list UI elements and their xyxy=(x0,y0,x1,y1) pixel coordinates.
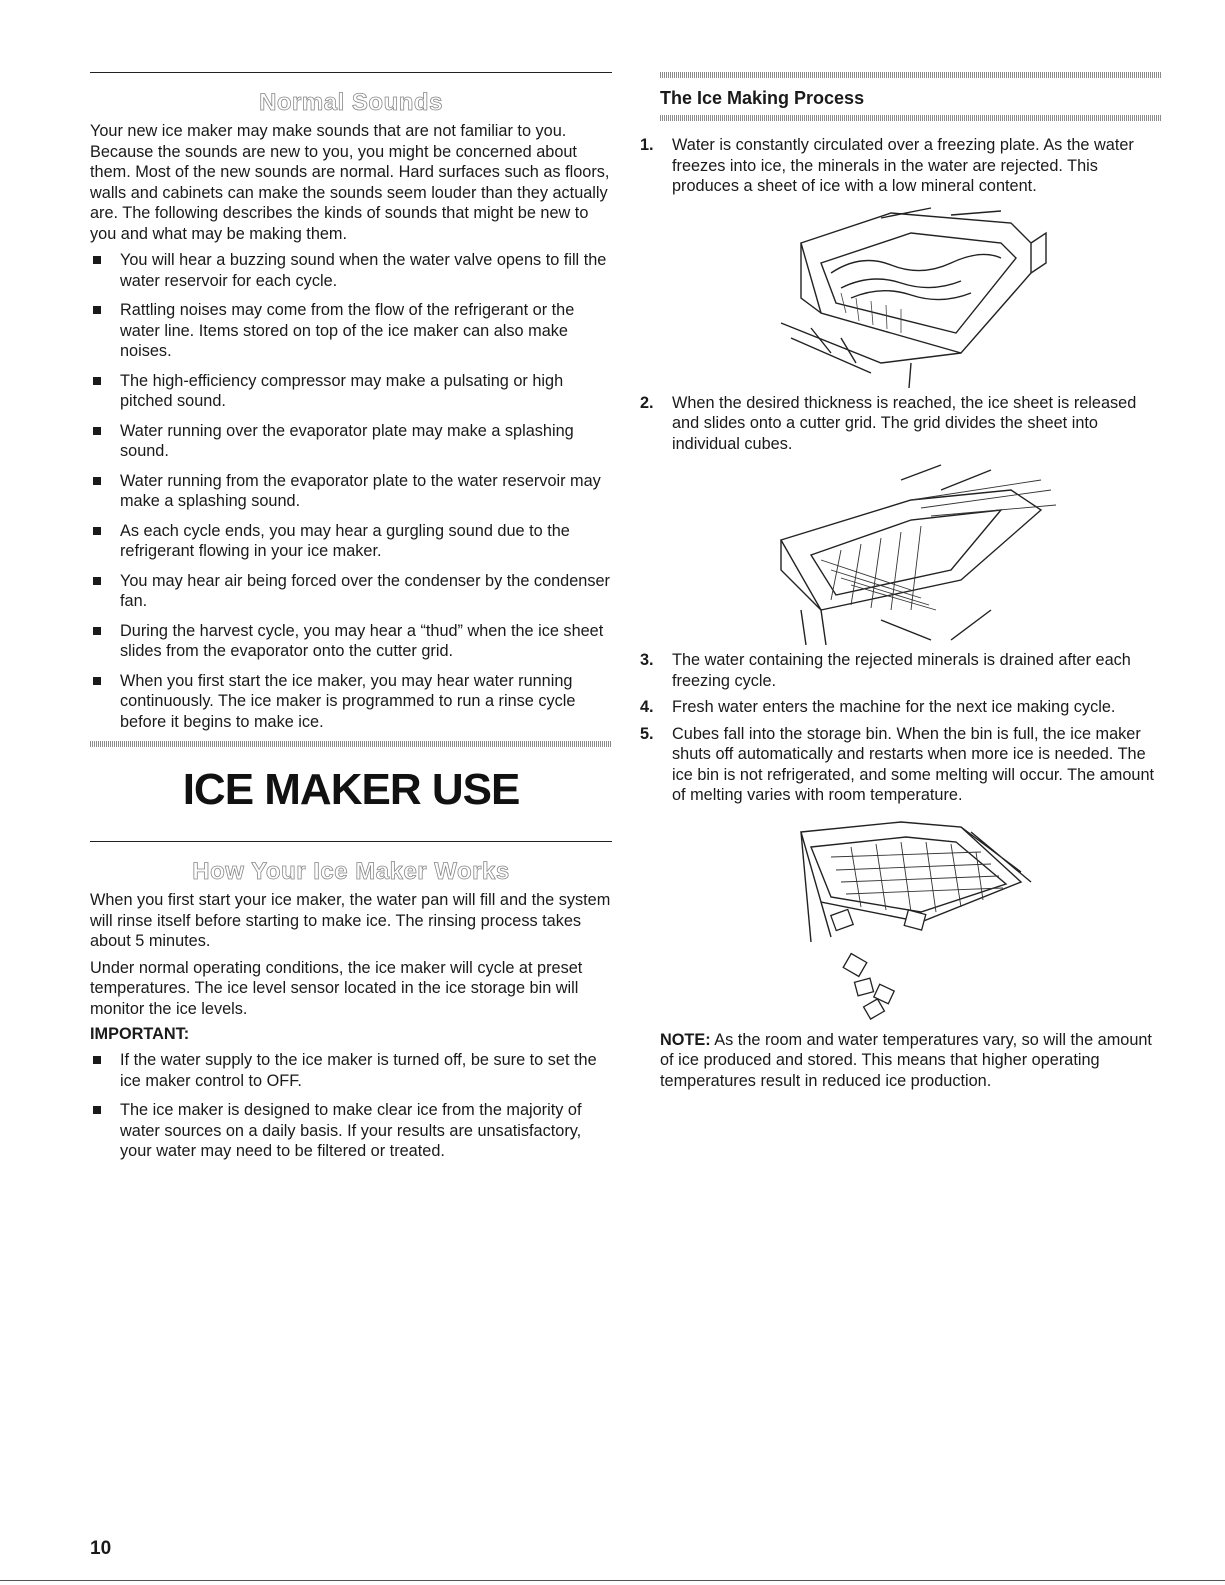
section-divider xyxy=(90,741,612,747)
bullet-icon xyxy=(93,377,101,385)
process-heading: The Ice Making Process xyxy=(660,88,865,108)
list-item: During the harvest cycle, you may hear a “thud” when the ice sheet slides from the evaporator onto the cutter grid. xyxy=(90,621,612,662)
process-bottom-hatch xyxy=(660,115,1162,121)
normal-sounds-heading: Normal Sounds xyxy=(259,89,443,116)
list-item: As each cycle ends, you may hear a gurgling sound due to the refrigerant flowing in your ice maker. xyxy=(90,521,612,562)
normal-sounds-intro: Your new ice maker may make sounds that are not familiar to you. Because the sounds are new to you, you might be concerned about them. Most of the new sounds are normal. Hard surfaces such as floors, walls and cabinets can make the sounds seem louder than they actually are. The following describes the kinds of sounds that might be new to you and what may be making them. xyxy=(90,122,610,243)
freezing-plate-illustration xyxy=(761,203,1061,393)
bottom-rule xyxy=(0,1580,1225,1581)
left-column xyxy=(90,72,612,1171)
bullet-icon xyxy=(93,256,101,264)
list-item: You may hear air being forced over the condenser by the condenser fan. xyxy=(90,571,612,612)
list-item: 4. Fresh water enters the machine for the next ice making cycle. xyxy=(640,698,1116,716)
cubes-falling-illustration xyxy=(771,812,1051,1022)
page-number: 10 xyxy=(90,1538,112,1559)
cutter-grid-illustration xyxy=(761,460,1061,650)
bullet-icon xyxy=(93,1056,101,1064)
steps-list xyxy=(640,135,1162,197)
list-item: 5. Cubes fall into the storage bin. When the bin is full, the ice maker shuts off automatically and restarts when more ice is needed. The ice bin is not refrigerated, and some melting will occur. The amount of melting varies with room temperature. xyxy=(640,724,1155,804)
list-item: 2. When the desired thickness is reached, the ice sheet is released and slides onto a cutter grid. The grid divides the sheet into individual cubes. xyxy=(640,393,1137,453)
section-title: ICE MAKER USE xyxy=(182,765,520,814)
list-item: If the water supply to the ice maker is turned off, be sure to set the ice maker control to OFF. xyxy=(90,1050,612,1091)
list-item: When you first start the ice maker, you may hear water running continuously. The ice maker is programmed to run a rinse cycle before it begins to make ice. xyxy=(90,671,612,733)
list-item: The ice maker is designed to make clear ice from the majority of water sources on a daily basis. If your results are unsatisfactory, your water may need to be filtered or treated. xyxy=(90,1100,612,1162)
how-works-paragraph-2: Under normal operating conditions, the ice maker will cycle at preset temperatures. The ice level sensor located in the ice storage bin will monitor the ice levels. xyxy=(90,958,583,1018)
list-item: 1. Water is constantly circulated over a freezing plate. As the water freezes into ice, the minerals in the water are rejected. This produces a sheet of ice with a low mineral content. xyxy=(640,136,1134,195)
bullet-icon xyxy=(93,477,101,485)
list-item: 3. The water containing the rejected minerals is drained after each freezing cycle. xyxy=(640,651,1131,690)
top-rule xyxy=(90,72,612,73)
list-item: Water running over the evaporator plate may make a splashing sound. xyxy=(90,421,612,462)
bullet-icon xyxy=(93,527,101,535)
steps-list xyxy=(640,650,1162,806)
section-rule xyxy=(90,841,612,842)
how-works-paragraph-1: When you first start your ice maker, the water pan will fill and the system will rinse itself before starting to make ice. The rinsing process takes about 5 minutes. xyxy=(90,891,611,950)
right-column xyxy=(640,72,1162,1091)
sounds-list xyxy=(90,250,612,732)
how-works-heading: How Your Ice Maker Works xyxy=(192,858,510,885)
important-label: IMPORTANT: xyxy=(90,1025,190,1043)
list-item: Rattling noises may come from the flow of the refrigerant or the water line. Items stored on top of the ice maker can also make noises. xyxy=(90,300,612,362)
list-item: Water running from the evaporator plate to the water reservoir may make a splashing sound. xyxy=(90,471,612,512)
bullet-icon xyxy=(93,577,101,585)
bullet-icon xyxy=(93,627,101,635)
steps-list xyxy=(640,393,1162,455)
list-item: The high-efficiency compressor may make a pulsating or high pitched sound. xyxy=(90,371,612,412)
bullet-icon xyxy=(93,677,101,685)
note-paragraph: NOTE: As the room and water temperatures vary, so will the amount of ice produced and stored. This means that higher operating temperatures result in reduced ice production. xyxy=(660,1030,1152,1090)
bullet-icon xyxy=(93,306,101,314)
bullet-icon xyxy=(93,427,101,435)
bullet-icon xyxy=(93,1106,101,1114)
important-list xyxy=(90,1050,612,1162)
list-item: You will hear a buzzing sound when the water valve opens to fill the water reservoir for each cycle. xyxy=(90,250,612,291)
process-top-hatch xyxy=(660,72,1162,78)
